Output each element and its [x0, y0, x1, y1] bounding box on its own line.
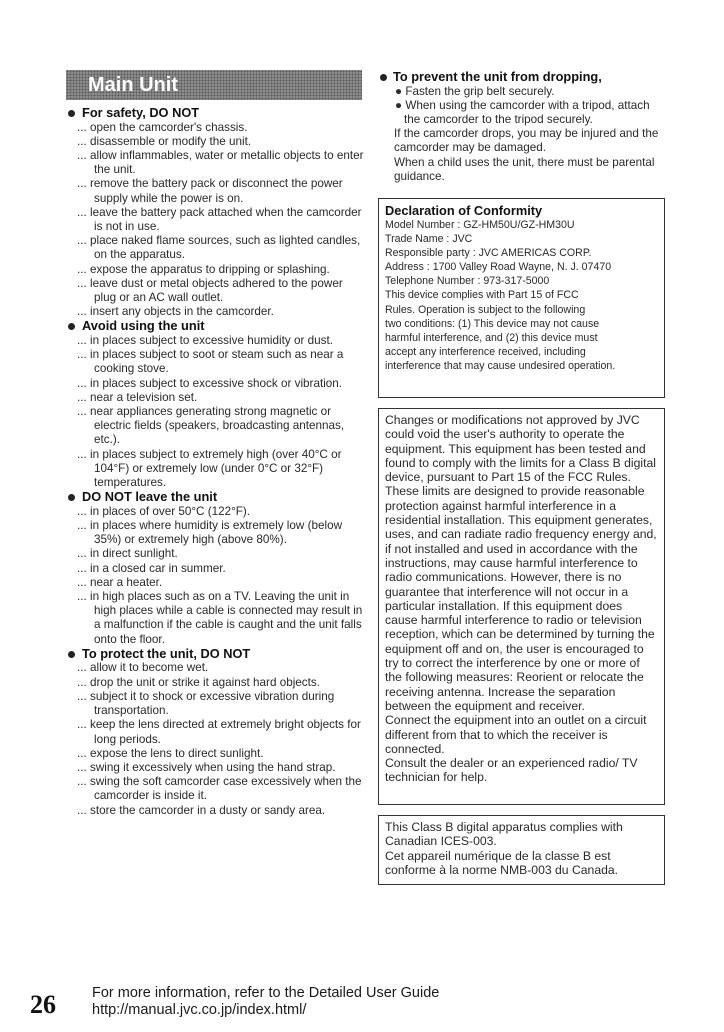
ices-notice-box — [378, 815, 665, 885]
right-column — [378, 70, 668, 184]
section-title: Avoid using the unit — [82, 318, 205, 334]
list-item: ... in high places such as on a TV. Leaving the unit in high places while a cable is connected may result in a malfunction if the cable is caught and the unit falls onto the floor. — [77, 590, 363, 646]
safety-section — [66, 106, 366, 319]
list-item: ... near appliances generating strong magnetic or electric fields (speakers, broadcasting antennas, etc.). — [77, 405, 345, 447]
list-item: ... open the camcorder's chassis. — [77, 120, 248, 134]
bullet-icon — [68, 110, 75, 117]
footer-line: For more information, refer to the Detailed User Guide — [92, 985, 440, 1001]
list-item: ... in a closed car in summer. — [77, 561, 226, 575]
section-title: To protect the unit, DO NOT — [82, 645, 251, 661]
list-item: ... store the camcorder in a dusty or sandy area. — [77, 803, 326, 817]
main-unit-banner: Main Unit — [66, 70, 362, 100]
bullet-icon — [68, 323, 75, 330]
fcc-paragraph: Consult the dealer or an experienced radio/ TV technician for help. — [385, 756, 638, 785]
list-item: ... drop the unit or strike it against hard objects. — [77, 675, 320, 689]
ices-paragraph: Cet appareil numérique de la classe B est conforme à la norme NMB-003 du Canada. — [385, 848, 619, 877]
list-item: ... swing the soft camcorder case excessively when the camcorder is inside it. — [77, 775, 362, 803]
bullet-icon — [68, 494, 75, 501]
section-title: To prevent the unit from dropping, — [393, 69, 602, 84]
declaration-line: This device complies with Part 15 of FCC — [385, 289, 579, 302]
fcc-paragraph: Connect the equipment into an outlet on a circuit different from that to which the receiver is connected. — [385, 713, 647, 756]
declaration-line: Responsible party : JVC AMERICAS CORP. — [385, 247, 592, 260]
declaration-line: harmful interference, and (2) this device must — [385, 331, 598, 344]
list-item: ... in places subject to excessive shock or vibration. — [77, 376, 343, 390]
list-item: ... allow inflammables, water or metallic objects to enter the unit. — [77, 149, 364, 177]
declaration-line: Model Number : GZ-HM50U/GZ-HM30U — [385, 219, 575, 231]
paragraph: If the camcorder drops, you may be injured and the camcorder may be damaged. — [394, 127, 659, 155]
ices-paragraph: This Class B digital apparatus complies with Canadian ICES-003. — [385, 820, 623, 849]
list-item: ... in places subject to excessive humidity or dust. — [77, 334, 333, 348]
list-item: ● When using the camcorder with a tripod, attach the camcorder to the tripod securely. — [395, 98, 650, 126]
list-item: ... swing it excessively when using the hand strap. — [77, 760, 336, 774]
list-item: ... leave the battery pack attached when the camcorder is not in use. — [77, 205, 362, 234]
declaration-line: interference that may cause undesired operation. — [385, 359, 616, 372]
declaration-title: Declaration of Conformity — [385, 203, 543, 218]
list-item: ... near a television set. — [77, 390, 198, 404]
declaration-line: Rules. Operation is subject to the following — [385, 303, 586, 316]
list-item: ... in direct sunlight. — [77, 547, 178, 561]
do-not-leave-section — [66, 490, 366, 647]
page-number: 26 — [30, 990, 56, 1019]
section-title: For safety, DO NOT — [82, 105, 200, 120]
fcc-notice-box — [378, 408, 665, 805]
paragraph: When a child uses the unit, there must be parental guidance. — [394, 155, 655, 183]
bullet-icon — [380, 74, 387, 81]
list-item: ... keep the lens directed at extremely bright objects for long periods. — [77, 718, 361, 746]
list-item: ... near a heater. — [77, 575, 163, 589]
left-column — [66, 70, 366, 818]
list-item: ... expose the lens to direct sunlight. — [77, 746, 264, 760]
list-item: ... in places of over 50°C (122°F). — [77, 504, 251, 518]
list-item: ... allow it to become wet. — [77, 661, 209, 675]
protect-unit-section — [66, 647, 366, 818]
avoid-using-section — [66, 319, 366, 490]
list-item: ● Fasten the grip belt securely. — [395, 84, 555, 98]
section-title: DO NOT leave the unit — [82, 489, 218, 505]
list-item: ... subject it to shock or excessive vibration during transportation. — [77, 689, 335, 718]
list-item: ... remove the battery pack or disconnect the power supply while the power is on. — [77, 177, 343, 205]
declaration-line: Telephone Number : 973-317-5000 — [385, 275, 550, 288]
footer-note — [92, 985, 439, 1019]
list-item: ... in places subject to extremely high (over 40°C or 104°F) or extremely low (under 0°C or 32°F) temperatures. — [77, 447, 342, 490]
fcc-paragraph: Changes or modifications not approved by JVC could void the user's authority to operate the equipment. This equipment has been tested and found to comply with the limits for a Class B digital device, pursuant to Part 15 of the FCC Rules. These limits are designed to provide reasonable protection against harmful interference in a residential installation. This equipment generates, uses, and can radiate radio frequency energy and, if not installed and used in accordance with the instructions, may cause harmful interference to radio communications. However, there is no guarantee that interference will not occur in a particular installation. If this equipment does cause harmful interference to radio or television reception, which can be determined by turning the equipment off and on, the user is encouraged to try to correct the interference by one or more of the following measures: Reorient or relocate the receiving antenna. Increase the separation between the equipment and receiver. — [385, 413, 657, 713]
bullet-icon — [68, 651, 75, 658]
declaration-of-conformity-box — [378, 198, 665, 398]
list-item: ... in places where humidity is extremely low (below 35%) or extremely high (above 80%). — [77, 519, 343, 547]
list-item: ... expose the apparatus to dripping or splashing. — [77, 262, 330, 276]
list-item: ... disassemble or modify the unit. — [77, 134, 252, 148]
list-item: ... place naked flame sources, such as lighted candles, on the apparatus. — [77, 234, 361, 262]
list-item: ... insert any objects in the camcorder. — [77, 305, 274, 319]
declaration-line: Address : 1700 Valley Road Wayne, N. J. 07470 — [385, 261, 612, 274]
list-item: ... in places subject to soot or steam such as near a cooking stove. — [77, 348, 344, 376]
list-item: ... leave dust or metal objects adhered to the power plug or an AC wall outlet. — [77, 276, 343, 305]
declaration-line: Trade Name : JVC — [385, 233, 473, 246]
footer-url[interactable]: http://manual.jvc.co.jp/index.html/ — [92, 1002, 307, 1018]
declaration-line: two conditions: (1) This device may not cause — [385, 317, 600, 330]
declaration-line: accept any interference received, including — [385, 345, 586, 358]
